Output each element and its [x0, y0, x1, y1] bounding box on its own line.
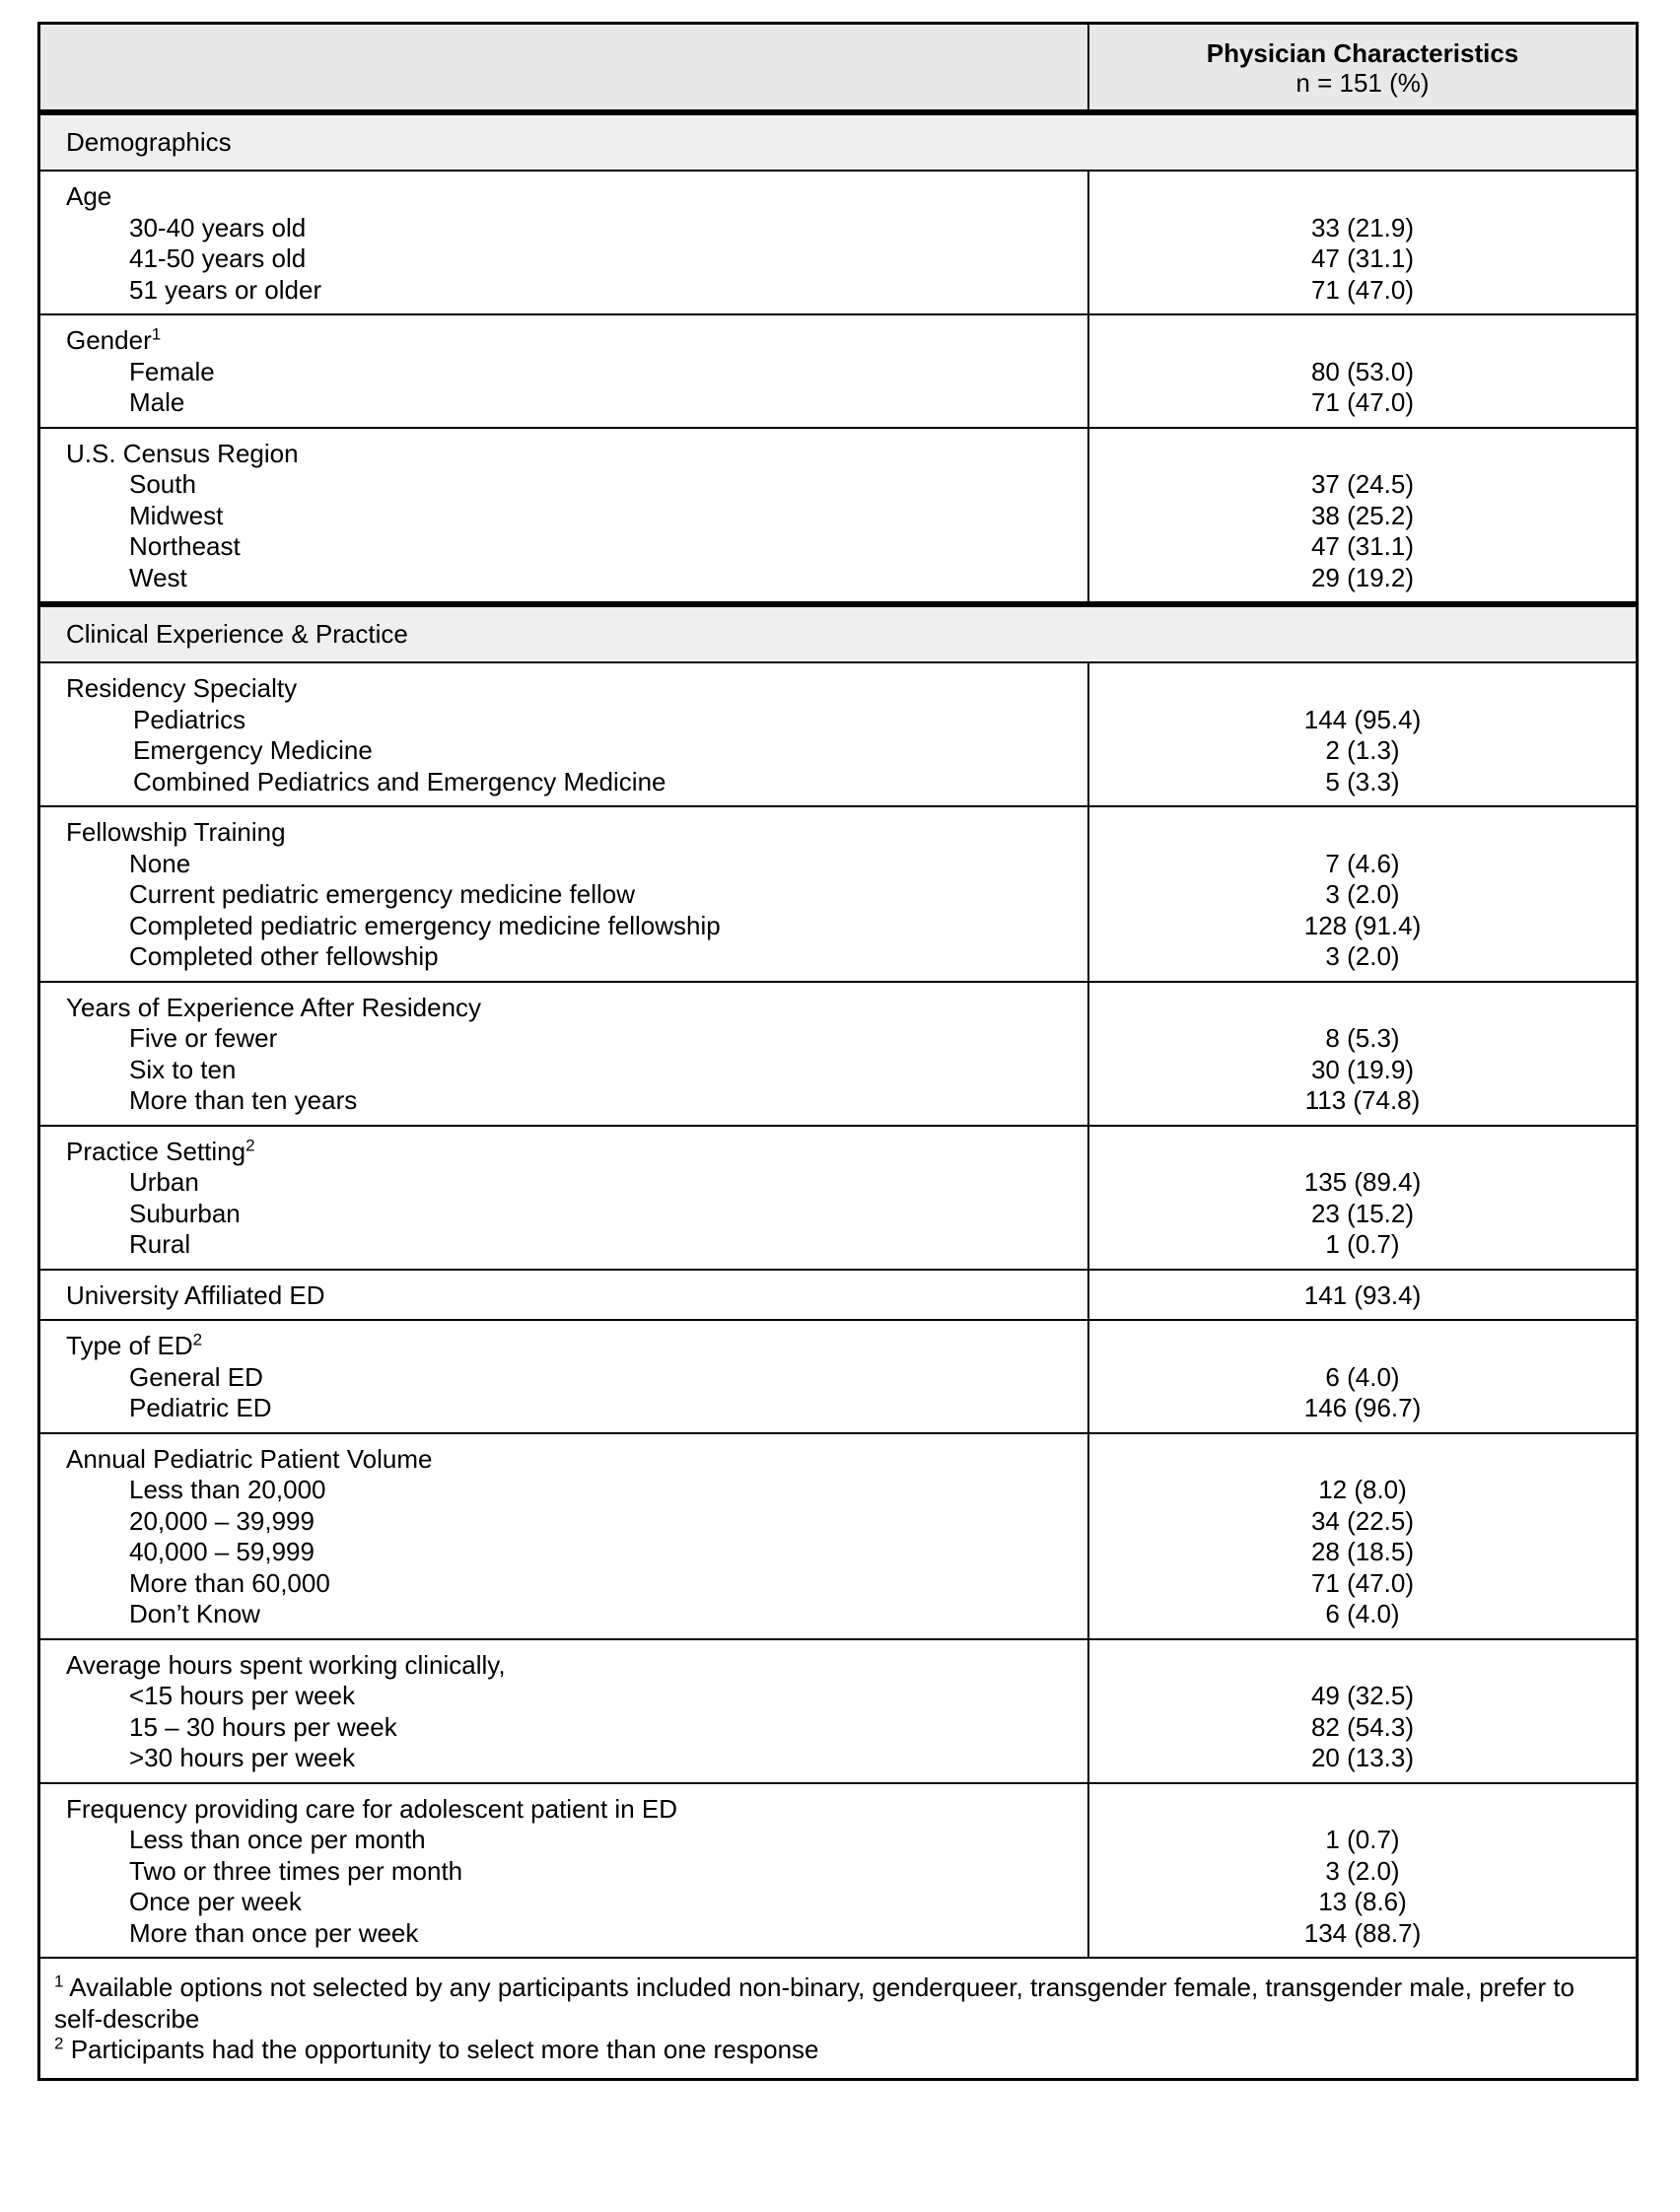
group-title: Years of Experience After Residency: [66, 992, 482, 1022]
value-spacer: [1089, 325, 1636, 357]
cell-value: 2 (1.3): [1325, 735, 1400, 765]
cell-value: 37 (24.5): [1310, 469, 1415, 499]
group-title: U.S. Census Region: [66, 438, 299, 468]
table-row: [40, 1269, 1636, 1320]
value-cell: [1089, 1434, 1636, 1638]
value-cell: [1089, 429, 1636, 602]
value-spacer: [1089, 1650, 1636, 1682]
footnote-marker: 1: [54, 1971, 64, 1991]
cell-value: 47 (31.1): [1310, 531, 1415, 561]
cell-value: 30 (19.9): [1310, 1054, 1415, 1084]
cell-value: 71 (47.0): [1310, 274, 1415, 305]
label-cell: [40, 1127, 1089, 1269]
row-label: Combined Pediatrics and Emergency Medicine: [133, 766, 666, 796]
row-label: 51 years or older: [129, 274, 322, 305]
row-label: General ED: [129, 1361, 263, 1392]
cell-value: 144 (95.4): [1303, 704, 1422, 734]
row-label: Midwest: [129, 500, 224, 530]
header-value-cell: [1089, 25, 1636, 109]
row-label: 40,000 – 59,999: [129, 1537, 315, 1566]
value-spacer: [1089, 673, 1636, 705]
value-spacer: [1089, 1137, 1636, 1168]
table-body: [40, 109, 1636, 1957]
footnote-marker: 2: [245, 1135, 255, 1154]
table-row: [40, 1319, 1636, 1432]
row-label: Two or three times per month: [129, 1855, 463, 1886]
cell-value: 3 (2.0): [1325, 879, 1400, 909]
row-label: Once per week: [129, 1887, 302, 1916]
cell-value: 128 (91.4): [1303, 910, 1422, 940]
footnotes-cell: [40, 1959, 1636, 2078]
group-title: Residency Specialty: [66, 673, 298, 703]
table-row: [40, 427, 1636, 602]
cell-value: 71 (47.0): [1310, 387, 1415, 417]
section-header-row: [40, 109, 1636, 170]
row-label: <15 hours per week: [129, 1681, 356, 1710]
cell-value: 3 (2.0): [1325, 941, 1400, 971]
value-cell: [1089, 1640, 1636, 1782]
row-label: Don’t Know: [129, 1599, 260, 1628]
value-spacer: [1089, 993, 1636, 1024]
group-title: Type of $ED^2$: [66, 1330, 203, 1360]
footnote: $^2$ Participants had the opportunity to select more than one response: [54, 2034, 819, 2064]
row-label: Less than 20,000: [129, 1475, 326, 1504]
cell-value: 141 (93.4): [1303, 1279, 1422, 1310]
table-row: [40, 313, 1636, 427]
row-label: Completed pediatric emergency medicine fellowship: [129, 910, 721, 940]
cell-value: 135 (89.4): [1303, 1167, 1422, 1197]
row-label: Male: [129, 387, 185, 417]
column-subtitle: n = 151 (%): [1295, 68, 1430, 98]
row-label: Five or fewer: [129, 1023, 278, 1053]
row-label: Six to ten: [129, 1054, 237, 1084]
footnotes: [40, 1957, 1636, 2078]
label-cell: [40, 1271, 1089, 1320]
value-cell: [1089, 1127, 1636, 1269]
value-spacer: [1089, 1331, 1636, 1362]
label-cell: [40, 983, 1089, 1125]
cell-value: 82 (54.3): [1310, 1711, 1415, 1742]
value-cell: [1089, 315, 1636, 427]
table-row: [40, 1782, 1636, 1958]
label-cell: [40, 172, 1089, 313]
row-label: Northeast: [129, 531, 241, 561]
row-label: More than once per week: [129, 1917, 419, 1948]
cell-value: 8 (5.3): [1325, 1023, 1400, 1053]
row-label: Pediatrics: [133, 704, 246, 734]
value-cell: [1089, 1784, 1636, 1958]
row-label: 41-50 years old: [129, 243, 307, 273]
cell-value: 29 (19.2): [1310, 562, 1415, 592]
label-cell: [40, 1784, 1089, 1958]
cell-value: 113 (74.8): [1304, 1085, 1421, 1115]
group-title: Age: [66, 181, 112, 211]
row-label: >30 hours per week: [129, 1743, 356, 1772]
cell-value: 12 (8.0): [1318, 1475, 1407, 1504]
cell-value: 23 (15.2): [1310, 1198, 1415, 1228]
table-row: [40, 1638, 1636, 1782]
table-row: [40, 661, 1636, 805]
table-row: [40, 1125, 1636, 1269]
column-title: Physician Characteristics: [1206, 38, 1519, 68]
group-title: Average hours spent working clinically,: [66, 1649, 506, 1680]
cell-value: 13 (8.6): [1318, 1887, 1407, 1916]
section-title: Clinical Experience & Practice: [66, 619, 408, 649]
cell-value: 38 (25.2): [1310, 500, 1415, 530]
row-label: Emergency Medicine: [133, 735, 373, 765]
cell-value: 6 (4.0): [1325, 1361, 1400, 1392]
row-label: None: [129, 848, 191, 878]
value-cell: [1089, 1271, 1636, 1320]
row-label: More than ten years: [129, 1085, 358, 1115]
value-cell: [1089, 172, 1636, 313]
cell-value: 20 (13.3): [1310, 1743, 1415, 1772]
cell-value: 71 (47.0): [1310, 1567, 1415, 1598]
cell-value: 6 (4.0): [1325, 1599, 1400, 1628]
group-title: Gender$^1$: [66, 324, 162, 355]
row-label: South: [129, 469, 196, 499]
label-cell: [40, 807, 1089, 981]
row-label: 20,000 – 39,999: [129, 1505, 315, 1536]
row-label: Suburban: [129, 1198, 241, 1228]
cell-value: 49 (32.5): [1310, 1681, 1415, 1710]
table-row: [40, 1432, 1636, 1638]
value-cell: [1089, 807, 1636, 981]
label-cell: [40, 663, 1089, 805]
row-label: 15 – 30 hours per week: [129, 1711, 397, 1742]
physician-characteristics-table: [37, 22, 1639, 2081]
row-label: Pediatric ED: [129, 1393, 272, 1422]
row-label: Urban: [129, 1167, 199, 1197]
group-title: Frequency providing care for adolescent patient in ED: [66, 1793, 678, 1824]
value-spacer: [1089, 1444, 1636, 1476]
row-label: West: [129, 562, 187, 592]
section-title: Demographics: [66, 127, 232, 157]
value-cell: [1089, 983, 1636, 1125]
label-cell: [40, 1321, 1089, 1432]
cell-value: 146 (96.7): [1303, 1393, 1422, 1422]
row-label: Female: [129, 356, 215, 386]
table-row: [40, 170, 1636, 313]
footnote: $^1$ Available options not selected by any participants included non-binary, genderqueer, transgender female, transgender male, prefer to self-describe: [54, 1971, 1575, 2034]
table-row: [40, 805, 1636, 981]
footnote-marker: 2: [54, 2034, 64, 2053]
cell-value: 5 (3.3): [1325, 766, 1400, 796]
row-label: Less than once per month: [129, 1825, 426, 1854]
group-title: Annual Pediatric Patient Volume: [66, 1443, 433, 1474]
cell-value: 3 (2.0): [1325, 1855, 1400, 1886]
row-label: More than 60,000: [129, 1567, 330, 1598]
table-row: [40, 981, 1636, 1125]
cell-value: 34 (22.5): [1310, 1505, 1415, 1536]
cell-value: 33 (21.9): [1310, 212, 1415, 242]
group-title: University Affiliated ED: [66, 1279, 325, 1310]
value-spacer: [1089, 181, 1636, 213]
cell-value: 134 (88.7): [1303, 1917, 1422, 1948]
header-empty-cell: [40, 25, 1089, 109]
section-header-row: [40, 601, 1636, 661]
table-header-row: [40, 25, 1636, 109]
cell-value: 1 (0.7): [1325, 1229, 1400, 1259]
value-cell: [1089, 1321, 1636, 1432]
group-title: Fellowship Training: [66, 817, 286, 847]
label-cell: [40, 1434, 1089, 1638]
value-cell: [1089, 663, 1636, 805]
value-spacer: [1089, 817, 1636, 849]
value-spacer: [1089, 1794, 1636, 1826]
cell-value: 7 (4.6): [1325, 848, 1400, 878]
label-cell: [40, 1640, 1089, 1782]
label-cell: [40, 429, 1089, 602]
cell-value: 1 (0.7): [1325, 1825, 1400, 1854]
row-label: Current pediatric emergency medicine fellow: [129, 879, 636, 909]
group-title: Practice Setting$^2$: [66, 1135, 255, 1166]
row-label: Completed other fellowship: [129, 941, 439, 971]
footnote-marker: 2: [192, 1330, 203, 1349]
cell-value: 47 (31.1): [1310, 243, 1415, 273]
cell-value: 28 (18.5): [1310, 1537, 1415, 1566]
label-cell: [40, 315, 1089, 427]
row-label: Rural: [129, 1229, 191, 1259]
footnote-marker: 1: [151, 324, 162, 344]
cell-value: 80 (53.0): [1310, 356, 1415, 386]
row-label: 30-40 years old: [129, 212, 307, 242]
value-spacer: [1089, 439, 1636, 470]
